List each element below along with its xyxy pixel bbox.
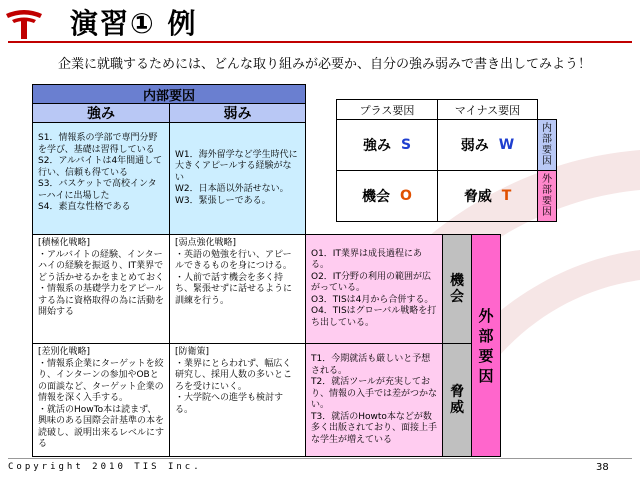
legend-threat-letter: T	[501, 188, 512, 204]
external-char-1: 外	[478, 306, 494, 325]
legend-strength-label: 強み	[362, 138, 391, 154]
legend-external-side	[537, 170, 557, 222]
legend-internal-char-2: 部	[542, 134, 552, 145]
external-char-4: 因	[478, 366, 494, 385]
legend-threat-label: 脅威	[463, 189, 492, 205]
threat-char-1: 脅	[450, 384, 464, 400]
legend-opportunity-cell	[336, 170, 438, 222]
weakness-header: 弱み	[169, 103, 306, 123]
strength-header: 強み	[32, 103, 170, 123]
page-title: 演習① 例	[70, 7, 198, 40]
copyright-footer: Copyright 2010 TIS Inc.	[8, 462, 202, 472]
title-rule	[8, 41, 632, 43]
wo-strategy-cell: [弱点強化戦略] ・英語の勉強を行い、アピールできるものを身につける。 ・人前で話す機会を多く持ち、緊張せずに話せるように訓練を行う。	[169, 234, 306, 344]
threats-text: T1．今期就活も厳しいと予想される。 T2．就活ツールが充実しており、情報の入手では差がつかない。 T3．就活のHowto本などが数多く出版されており、面接上手な学生が増えている	[311, 354, 438, 445]
threats-cell	[305, 343, 443, 457]
opportunity-char-1: 機	[450, 273, 464, 289]
legend-external-char-4: 因	[542, 207, 552, 218]
footer-rule	[8, 458, 632, 459]
opportunities-text: O1．IT業界は成長過程にある。 O2．IT分野の利用の範囲が広がっている。 O3．TISは4月から合併する。 O4．TISはグローバル戦略を打ち出している。	[311, 248, 437, 328]
threat-char-2: 威	[450, 400, 464, 416]
strengths-cell: S1．情報系の学部で専門分野を学び、基礎は習得している S2．アルバイトは4年間通して行い、信頼も得ている S3．バスケットで高校インターハイに出場した S4．素直な性格である	[32, 122, 170, 235]
opportunity-label-column	[442, 234, 472, 344]
legend-external-char-2: 部	[542, 185, 552, 196]
legend-minus-header: マイナス要因	[437, 99, 538, 120]
wt-strategy-cell: [防衛策] ・業界にとらわれず、幅広く研究し、採用人数の多いところを受けにいく。 ・大学院への進学も検討する。	[169, 343, 306, 457]
external-factor-header	[471, 234, 501, 457]
legend-external-char-1: 外	[542, 174, 552, 185]
legend-threat-cell	[437, 170, 538, 222]
weaknesses-text: W1．海外留学など学生時代に大きくアピールする経験がない W2．日本語以外話せない。 W3．緊張しーである。	[175, 149, 298, 206]
legend-opportunity-label: 機会	[362, 189, 391, 205]
st-strategy-cell: [差別化戦略] ・情報系企業にターゲットを絞り、インターンの参加やOBとの面談など、ターゲット企業の情報を深く入手する。 ・就活のHowTo本は読まず、興味のある国際会計基準の本を読破し、説明出来るレベルにする	[32, 343, 170, 457]
page-number: 38	[596, 462, 609, 473]
torch-logo-icon	[4, 6, 44, 40]
instruction-text: 企業に就職するためには、どんな取り組みが必要か、自分の強み弱みで書き出してみよう！	[58, 57, 592, 72]
internal-factor-header: 内部要因	[32, 84, 306, 104]
external-char-2: 部	[478, 326, 494, 345]
legend-internal-side	[537, 119, 557, 171]
legend-internal-char-1: 内	[542, 123, 552, 134]
threat-label-column	[442, 343, 472, 457]
opportunity-char-2: 会	[450, 289, 464, 305]
legend-internal-char-3: 要	[542, 145, 552, 156]
legend-weakness-label: 弱み	[460, 138, 489, 154]
weaknesses-cell	[169, 122, 306, 235]
external-char-3: 要	[478, 346, 494, 365]
legend-strength-cell	[336, 119, 438, 171]
legend-weakness-letter: W	[498, 137, 515, 153]
legend-plus-header: プラス要因	[336, 99, 438, 120]
legend-weakness-cell	[437, 119, 538, 171]
opportunities-cell	[305, 234, 443, 344]
legend-opportunity-letter: O	[400, 188, 412, 204]
legend-external-char-3: 要	[542, 196, 552, 207]
legend-strength-letter: S	[400, 137, 412, 153]
so-strategy-cell: [積極化戦略] ・アルバイトの経験、インターハイの経験を振返り、IT業界でどう活かせるかをまとめておく ・情報系の基礎学力をアピールする為に資格取得の為に活動を開始する	[32, 234, 170, 344]
legend-internal-char-4: 因	[542, 156, 552, 167]
